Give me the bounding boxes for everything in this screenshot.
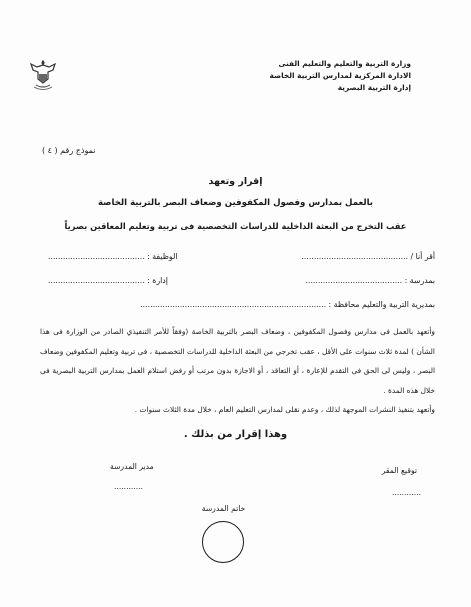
directorate-field: بمديرية التربية والتعليم محافظة : ........................................................................... xyxy=(140,300,435,309)
eagle-emblem-icon xyxy=(26,54,60,94)
name-field: أقر أنا / ........................................... xyxy=(301,252,435,261)
job-field: الوظيفة : ....................................... xyxy=(48,252,178,261)
closing-statement: وهذا إقرار من بذلك . xyxy=(183,429,288,440)
stamp-circle xyxy=(202,521,244,563)
school-field: بمدرسة : ....................................... xyxy=(305,276,435,285)
form-number: نموذج رقم ( ٤ ) xyxy=(42,146,96,155)
stamp-label: خاتم المدرسة xyxy=(201,504,246,513)
document-subtitle: بالعمل بمدارس وفصول المكفوفين وضعاف البصر بالتربية الخاصة xyxy=(97,198,374,208)
signer-label: توقيع المقر xyxy=(381,466,417,475)
ministry-line-2: الادارة المركزية لمدارس التربية الخاصة xyxy=(269,71,411,80)
ministry-line-1: وزارة التربية والتعليم والتعليم الفنى xyxy=(278,59,411,68)
signer-signature-line: ............ xyxy=(392,488,421,497)
pledge-paragraph-2: وأتعهد بتنفيذ النشرات الموجهة لذلك ، وعدم نقلى لمدارس التعليم العام ، خلال مدة الثلاث سنوات . xyxy=(134,405,435,414)
document-subtitle-2: عقب التخرج من البعثة الداخلية للدراسات التخصصية فى تربية وتعليم المعاقين بصرياً xyxy=(64,221,407,231)
director-label: مدير المدرسة xyxy=(110,462,154,471)
admin-field: إدارة : ....................................... xyxy=(48,276,168,285)
ministry-header xyxy=(241,58,411,94)
document-title: إقرار وتعهد xyxy=(208,176,263,187)
director-signature-line: ............ xyxy=(114,482,143,491)
ministry-line-3: إدارة التربية البصرية xyxy=(337,83,411,92)
pledge-paragraph: وأتعهد بالعمل فى مدارس وفصول المكفوفين ، وضعاف البصر بالتربية الخاصة (وفقاً للأمر التنفيذي الصادر من الوزارة فى هذا الشأن ) لمدة ثلاث سنوات على الأقل ، عقب تخرجي من البعثة الداخلية للدراسات التخصصية ، فى تربية وتعليم المكفوفين وضعاف البصر ، وليس لى الحق فى التقدم للإعارة ، أو التعاقد ، أو الاجازة بدون مرتب أو رفض استلام العمل بمدارس التربية البصرية فى خلال هذه المدة . xyxy=(40,327,435,395)
